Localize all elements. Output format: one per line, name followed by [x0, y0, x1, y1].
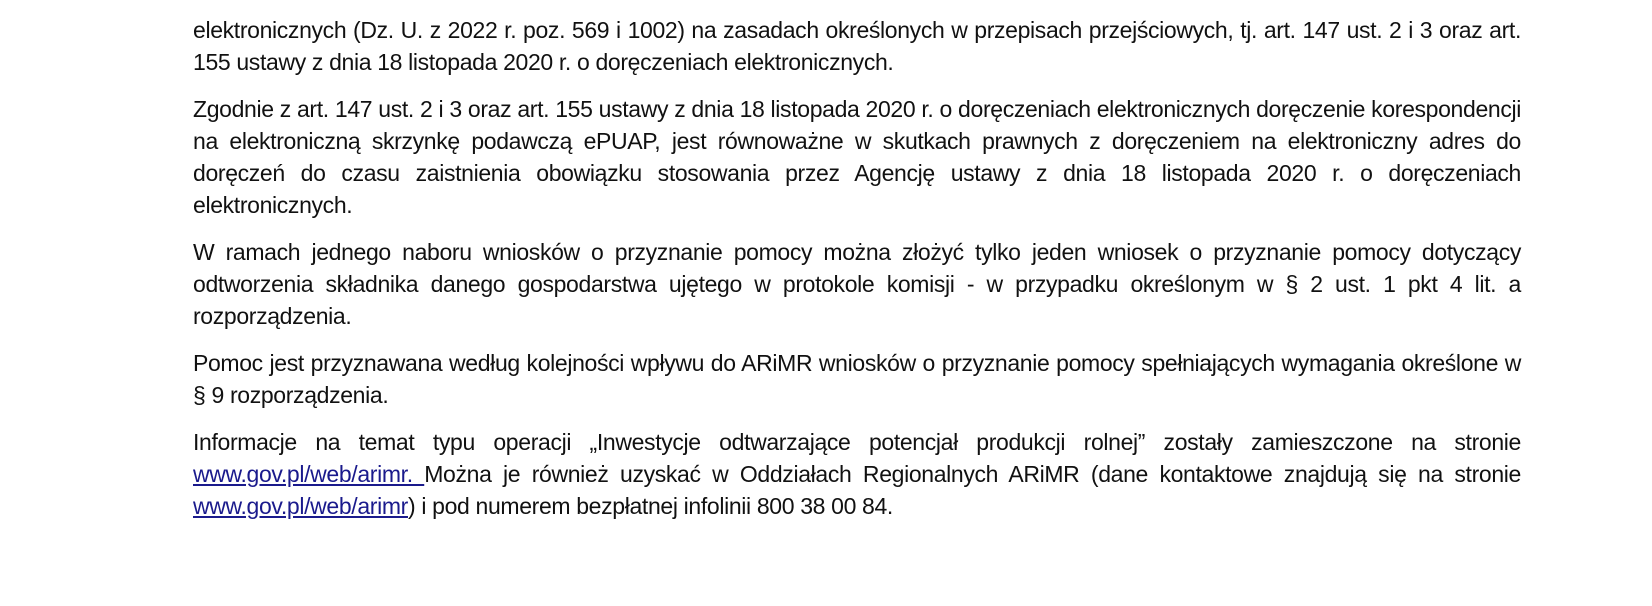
arimr-website-link-2[interactable]: www.gov.pl/web/arimr	[193, 493, 408, 519]
paragraph-information	[193, 426, 1521, 522]
paragraph-aid-order: Pomoc jest przyznawana według kolejności wpływu do ARiMR wniosków o przyznanie pomocy spełniających wymagania określone w § 9 rozporządzenia.	[193, 350, 1521, 408]
info-text-part-3: ) i pod numerem bezpłatnej infolinii 800 38 00 84.	[407, 493, 893, 519]
arimr-website-link-1[interactable]: www.gov.pl/web/arimr.	[193, 461, 425, 487]
info-text-part-2: Można je również uzyskać w Oddziałach Regionalnych ARiMR (dane kontaktowe znajdują się na stronie	[424, 461, 1521, 487]
paragraph-epuap-delivery: Zgodnie z art. 147 ust. 2 i 3 oraz art. 155 ustawy z dnia 18 listopada 2020 r. o doręczeniach elektronicznych doręczenie korespondencji na elektroniczną skrzynkę podawczą ePUAP, jest równoważne w skutkach prawnych z doręczeniem na elektroniczny adres do doręczeń do czasu zaistnienia obowiązku stosowania przez Agencję ustawy z dnia 18 listopada 2020 r. o doręczeniach elektronicznych.	[193, 96, 1521, 218]
document-body	[193, 14, 1521, 537]
paragraph-legal-basis: elektronicznych (Dz. U. z 2022 r. poz. 569 i 1002) na zasadach określonych w przepisach przejściowych, tj. art. 147 ust. 2 i 3 oraz art. 155 ustawy z dnia 18 listopada 2020 r. o doręczeniach elektronicznych.	[193, 17, 1521, 75]
info-text-part-1: Informacje na temat typu operacji „Inwestycje odtwarzające potencjał produkcji rolnej” zostały zamieszczone na stronie	[193, 429, 1521, 455]
paragraph-single-application: W ramach jednego naboru wniosków o przyznanie pomocy można złożyć tylko jeden wniosek o przyznanie pomocy dotyczący odtworzenia składnika danego gospodarstwa ujętego w protokole komisji - w przypadku określonym w § 2 ust. 1 pkt 4 lit. a rozporządzenia.	[193, 239, 1521, 329]
